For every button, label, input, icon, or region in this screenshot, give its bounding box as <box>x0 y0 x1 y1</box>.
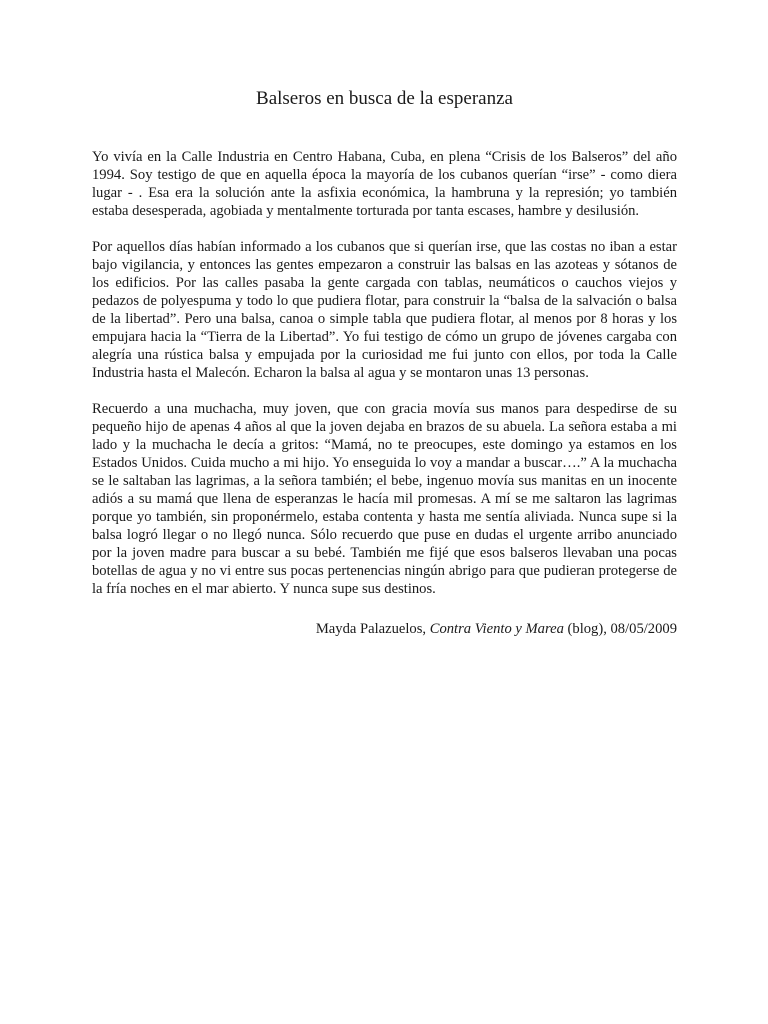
signature-date: (blog), 08/05/2009 <box>567 621 677 637</box>
signature-line <box>92 620 677 638</box>
paragraph-3: Recuerdo a una muchacha, muy joven, que con gracia movía sus manos para despedirse de su pequeño hijo de apenas 4 años al que la joven dejaba en brazos de su abuela. La señora estaba a mi lado y la muchacha le decía a gritos: “Mamá, no te preocupes, este domingo ya estamos en los Estados Unidos. Cuida mucho a mi hijo. Yo enseguida lo voy a mandar a buscar….” A la muchacha se le saltaban las lagrimas, a la señora también; el bebe, ingenuo movía sus manitas en un inocente adiós a su mamá que llena de esperanzas le hacía mil promesas. A mí se me saltaron las lagrimas porque yo también, sin proponérmelo, estaba contenta y hasta me sentía aliviada. Nunca supe si la balsa logró llegar o no llegó nunca. Sólo recuerdo que puse en dudas el urgente arribo anunciado por la joven madre para buscar a su bebé. También me fijé que esos balseros llevaban una pocas botellas de agua y no vi entre sus pocas pertenencias ningún abrigo para que pudieran protegerse de la fría noches en el mar abierto. Y nunca supe sus destinos. <box>92 401 677 597</box>
document-title: Balseros en busca de la esperanza <box>256 88 513 109</box>
paragraph-2: Por aquellos días habían informado a los cubanos que si querían irse, que las costas no iban a estar bajo vigilancia, y entonces las gentes empezaron a construir las balsas en las azoteas y sótanos de los edificios. Por las calles pasaba la gente cargada con tablas, neumáticos o cauchos viejos y pedazos de polyespuma y todo lo que pudiera flotar, para construir la “balsa de la salvación o balsa de la libertad”. Pero una balsa, canoa o simple tabla que pudiera flotar, al menos por 8 horas y los empujara hacia la “Tierra de la Libertad”. Yo fui testigo de cómo un grupo de jóvenes cargaba con alegría una rústica balsa y empujada por la curiosidad me fui junto con ellos, por toda la Calle Industria hasta el Malecón. Echaron la balsa al agua y se montaron unas 13 personas. <box>92 239 677 381</box>
paragraph-1: Yo vivía en la Calle Industria en Centro Habana, Cuba, en plena “Crisis de los Balseros” del año 1994. Soy testigo de que en aquella época la mayoría de los cubanos querían “irse” - como diera lugar - . Esa era la solución ante la asfixia económica, la hambruna y la represión; yo también estaba desesperada, agobiada y mentalmente torturada por tanta escases, hambre y desilusión. <box>92 149 677 219</box>
signature-publication: Contra Viento y Marea <box>429 621 564 637</box>
signature-author: Mayda Palazuelos, <box>315 621 427 637</box>
document-page <box>92 86 677 638</box>
